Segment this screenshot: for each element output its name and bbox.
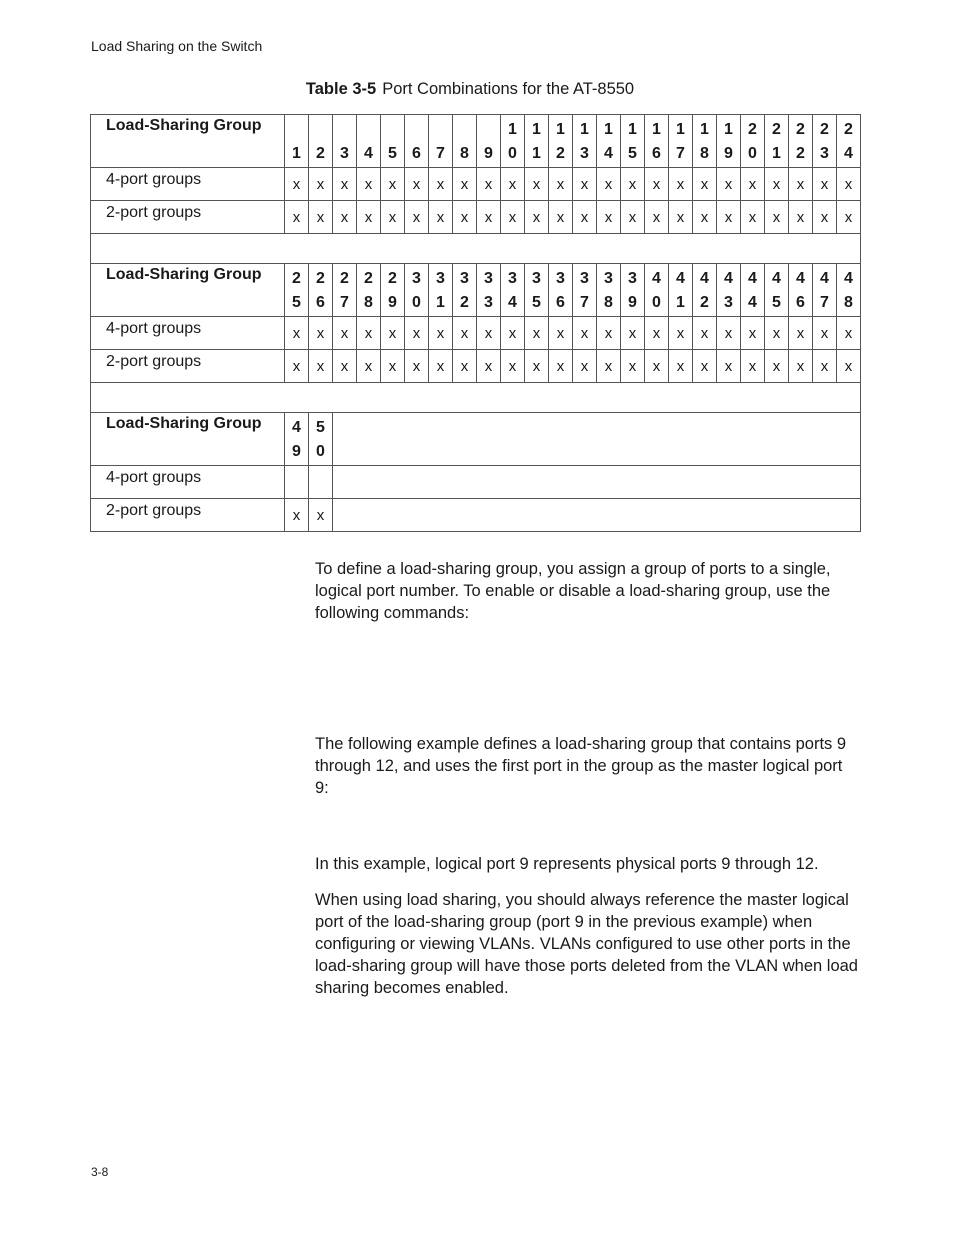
mark-cell: x — [429, 317, 453, 350]
port-digit: 2 — [820, 121, 829, 138]
port-header-cell — [549, 264, 573, 317]
port-digit: 4 — [796, 270, 805, 287]
port-digit: 4 — [604, 145, 613, 162]
port-header-cell — [693, 115, 717, 168]
port-digit: 1 — [676, 294, 685, 311]
port-header-cell — [789, 264, 813, 317]
port-header-cell — [477, 115, 501, 168]
port-digit: 1 — [556, 121, 565, 138]
port-digit: 3 — [484, 294, 493, 311]
port-digit: 4 — [844, 270, 853, 287]
port-digit: 1 — [532, 121, 541, 138]
mark-cell: x — [789, 317, 813, 350]
port-header-cell — [477, 264, 501, 317]
port-digit: 2 — [388, 270, 397, 287]
port-header-cell — [309, 413, 333, 466]
table-row — [91, 350, 861, 383]
empty-filler-cell — [333, 499, 861, 532]
spacer-cell — [91, 234, 861, 264]
mark-cell: x — [357, 201, 381, 234]
port-digit: 2 — [748, 121, 757, 138]
mark-cell: x — [621, 201, 645, 234]
body-paragraph-4: When using load sharing, you should always reference the master logical port of the load-sharing group (port 9 in the previous example) when configuring or viewing VLANs. VLANs configured to use other ports in the load-sharing group will have those ports deleted from the VLAN when load sharing becomes enabled. — [315, 891, 858, 997]
mark-cell: x — [549, 317, 573, 350]
port-digit: 1 — [700, 121, 709, 138]
port-header-cell — [429, 264, 453, 317]
port-header-cell — [357, 264, 381, 317]
port-digit: 9 — [484, 145, 493, 162]
mark-cell: x — [357, 317, 381, 350]
port-header-cell — [525, 115, 549, 168]
mark-cell: x — [669, 168, 693, 201]
mark-cell: x — [309, 317, 333, 350]
mark-cell: x — [381, 201, 405, 234]
mark-cell: x — [333, 317, 357, 350]
mark-cell: x — [717, 350, 741, 383]
port-digit: 5 — [772, 294, 781, 311]
mark-cell: x — [525, 317, 549, 350]
mark-cell: x — [813, 201, 837, 234]
port-digit: 4 — [844, 145, 853, 162]
port-header-cell — [573, 115, 597, 168]
port-header-cell — [813, 264, 837, 317]
port-digit: 2 — [700, 294, 709, 311]
port-digit: 4 — [364, 145, 373, 162]
mark-cell: x — [573, 168, 597, 201]
port-digit: 8 — [604, 294, 613, 311]
mark-cell: x — [741, 168, 765, 201]
mark-cell: x — [453, 201, 477, 234]
port-digit: 4 — [676, 270, 685, 287]
mark-cell: x — [693, 168, 717, 201]
mark-cell: x — [333, 201, 357, 234]
port-digit: 2 — [292, 270, 301, 287]
mark-cell — [285, 466, 309, 499]
port-digit: 3 — [820, 145, 829, 162]
port-digit: 8 — [844, 294, 853, 311]
mark-cell: x — [669, 350, 693, 383]
mark-cell: x — [789, 350, 813, 383]
mark-cell: x — [309, 168, 333, 201]
port-header-cell — [309, 115, 333, 168]
mark-cell: x — [717, 168, 741, 201]
group-label-cell: Load-Sharing Group — [91, 264, 285, 317]
port-digit: 1 — [628, 121, 637, 138]
port-digit: 2 — [772, 121, 781, 138]
table-caption — [0, 80, 940, 99]
mark-cell: x — [405, 201, 429, 234]
port-digit: 4 — [724, 270, 733, 287]
port-digit: 3 — [508, 270, 517, 287]
table-caption-label: Table 3-5 — [305, 80, 377, 98]
port-header-cell — [789, 115, 813, 168]
port-header-cell — [813, 115, 837, 168]
port-digit: 1 — [772, 145, 781, 162]
port-header-cell — [765, 115, 789, 168]
row-label-cell: 4-port groups — [91, 317, 285, 350]
mark-cell: x — [573, 350, 597, 383]
empty-filler-cell — [333, 413, 861, 466]
mark-cell: x — [669, 201, 693, 234]
port-digit: 2 — [340, 270, 349, 287]
mark-cell: x — [765, 168, 789, 201]
mark-cell: x — [525, 350, 549, 383]
port-digit: 5 — [316, 419, 325, 436]
mark-cell: x — [309, 201, 333, 234]
row-label-cell: 4-port groups — [91, 466, 285, 499]
port-digit: 2 — [796, 145, 805, 162]
mark-cell: x — [717, 317, 741, 350]
port-digit: 2 — [364, 270, 373, 287]
port-header-cell — [501, 264, 525, 317]
port-header-cell — [621, 264, 645, 317]
mark-cell: x — [477, 168, 501, 201]
port-header-cell — [741, 115, 765, 168]
mark-cell: x — [597, 201, 621, 234]
mark-cell: x — [429, 201, 453, 234]
mark-cell: x — [693, 350, 717, 383]
mark-cell: x — [717, 201, 741, 234]
port-digit: 3 — [340, 145, 349, 162]
mark-cell: x — [285, 168, 309, 201]
mark-cell: x — [501, 168, 525, 201]
mark-cell: x — [741, 317, 765, 350]
mark-cell: x — [285, 499, 309, 532]
port-header-cell — [549, 115, 573, 168]
port-digit: 4 — [748, 270, 757, 287]
table-row — [91, 466, 861, 499]
body-paragraph-3: In this example, logical port 9 represents physical ports 9 through 12. — [315, 855, 819, 873]
mark-cell: x — [837, 201, 861, 234]
port-digit: 1 — [676, 121, 685, 138]
port-digit: 2 — [844, 121, 853, 138]
mark-cell: x — [333, 168, 357, 201]
mark-cell: x — [645, 168, 669, 201]
port-header-cell — [357, 115, 381, 168]
mark-cell: x — [765, 317, 789, 350]
mark-cell: x — [789, 201, 813, 234]
port-header-cell — [765, 264, 789, 317]
port-header-cell — [285, 413, 309, 466]
mark-cell: x — [477, 350, 501, 383]
port-digit: 7 — [580, 294, 589, 311]
port-digit: 4 — [508, 294, 517, 311]
mark-cell: x — [501, 317, 525, 350]
port-digit: 2 — [556, 145, 565, 162]
port-header-cell — [597, 264, 621, 317]
port-digit: 0 — [316, 443, 325, 460]
port-digit: 6 — [796, 294, 805, 311]
mark-cell: x — [525, 201, 549, 234]
port-digit: 4 — [700, 270, 709, 287]
port-header-cell — [597, 115, 621, 168]
port-header-cell — [405, 115, 429, 168]
section-spacer-row — [91, 234, 861, 264]
port-digit: 2 — [316, 145, 325, 162]
port-digit: 4 — [652, 270, 661, 287]
port-header-cell — [621, 115, 645, 168]
body-paragraph-1: To define a load-sharing group, you assign a group of ports to a single, logical port number. To enable or disable a load-sharing group, use the following commands: — [315, 560, 831, 622]
port-digit: 0 — [748, 145, 757, 162]
mark-cell: x — [597, 168, 621, 201]
group-label-cell: Load-Sharing Group — [91, 413, 285, 466]
port-header-cell — [645, 264, 669, 317]
port-header-cell — [285, 115, 309, 168]
mark-cell: x — [741, 350, 765, 383]
mark-cell: x — [381, 350, 405, 383]
mark-cell: x — [645, 317, 669, 350]
port-digit: 6 — [316, 294, 325, 311]
port-digit: 7 — [340, 294, 349, 311]
mark-cell: x — [381, 317, 405, 350]
mark-cell: x — [645, 350, 669, 383]
mark-cell: x — [597, 317, 621, 350]
group-label-cell: Load-Sharing Group — [91, 115, 285, 168]
mark-cell: x — [309, 350, 333, 383]
mark-cell: x — [621, 168, 645, 201]
port-header-cell — [741, 264, 765, 317]
port-digit: 3 — [484, 270, 493, 287]
empty-filler-cell — [333, 466, 861, 499]
mark-cell: x — [429, 350, 453, 383]
table-row — [91, 317, 861, 350]
port-digit: 1 — [292, 145, 301, 162]
table-row — [91, 201, 861, 234]
port-digit: 7 — [436, 145, 445, 162]
port-digit: 3 — [628, 270, 637, 287]
port-digit: 6 — [412, 145, 421, 162]
port-digit: 2 — [796, 121, 805, 138]
page-number: 3-8 — [91, 1165, 109, 1179]
table-row — [91, 168, 861, 201]
port-digit: 4 — [748, 294, 757, 311]
port-digit: 1 — [436, 294, 445, 311]
mark-cell: x — [453, 350, 477, 383]
port-digit: 3 — [412, 270, 421, 287]
mark-cell: x — [405, 168, 429, 201]
port-digit: 3 — [556, 270, 565, 287]
port-digit: 3 — [532, 270, 541, 287]
port-header-cell — [285, 264, 309, 317]
port-header-cell — [837, 264, 861, 317]
mark-cell: x — [837, 168, 861, 201]
port-header-cell — [453, 264, 477, 317]
port-digit: 4 — [772, 270, 781, 287]
port-digit: 9 — [628, 294, 637, 311]
port-digit: 3 — [460, 270, 469, 287]
port-header-cell — [405, 264, 429, 317]
port-header-cell — [501, 115, 525, 168]
mark-cell: x — [453, 317, 477, 350]
port-digit: 5 — [628, 145, 637, 162]
port-header-cell — [381, 264, 405, 317]
port-digit: 3 — [436, 270, 445, 287]
mark-cell: x — [477, 201, 501, 234]
port-digit: 3 — [580, 145, 589, 162]
port-header-cell — [381, 115, 405, 168]
port-digit: 8 — [700, 145, 709, 162]
row-label-cell: 2-port groups — [91, 201, 285, 234]
mark-cell: x — [429, 168, 453, 201]
mark-cell: x — [573, 317, 597, 350]
mark-cell: x — [405, 317, 429, 350]
port-digit: 3 — [604, 270, 613, 287]
port-digit: 0 — [652, 294, 661, 311]
mark-cell: x — [765, 350, 789, 383]
mark-cell: x — [741, 201, 765, 234]
port-digit: 1 — [652, 121, 661, 138]
table-header-row — [91, 115, 861, 168]
port-digit: 0 — [508, 145, 517, 162]
port-digit: 8 — [364, 294, 373, 311]
port-digit: 3 — [724, 294, 733, 311]
mark-cell: x — [837, 317, 861, 350]
mark-cell: x — [333, 350, 357, 383]
mark-cell: x — [813, 350, 837, 383]
mark-cell: x — [357, 168, 381, 201]
table-header-row — [91, 264, 861, 317]
port-header-cell — [309, 264, 333, 317]
port-digit: 4 — [820, 270, 829, 287]
port-digit: 1 — [508, 121, 517, 138]
mark-cell: x — [525, 168, 549, 201]
port-header-cell — [669, 264, 693, 317]
port-digit: 7 — [820, 294, 829, 311]
mark-cell: x — [405, 350, 429, 383]
port-digit: 8 — [460, 145, 469, 162]
mark-cell: x — [285, 201, 309, 234]
port-digit: 5 — [532, 294, 541, 311]
port-header-cell — [453, 115, 477, 168]
port-digit: 9 — [724, 145, 733, 162]
mark-cell: x — [501, 350, 525, 383]
mark-cell: x — [813, 168, 837, 201]
mark-cell: x — [837, 350, 861, 383]
row-label-cell: 2-port groups — [91, 499, 285, 532]
mark-cell: x — [477, 317, 501, 350]
table-caption-title: Port Combinations for the AT-8550 — [382, 80, 635, 98]
port-digit: 3 — [580, 270, 589, 287]
port-header-cell — [645, 115, 669, 168]
port-header-cell — [333, 264, 357, 317]
row-label-cell: 4-port groups — [91, 168, 285, 201]
port-header-cell — [573, 264, 597, 317]
mark-cell: x — [621, 317, 645, 350]
port-header-cell — [333, 115, 357, 168]
port-digit: 1 — [724, 121, 733, 138]
port-digit: 5 — [292, 294, 301, 311]
port-digit: 2 — [460, 294, 469, 311]
port-digit: 1 — [580, 121, 589, 138]
port-header-cell — [717, 115, 741, 168]
mark-cell: x — [813, 317, 837, 350]
mark-cell: x — [693, 201, 717, 234]
port-header-cell — [693, 264, 717, 317]
port-header-cell — [837, 115, 861, 168]
port-digit: 1 — [604, 121, 613, 138]
table-row — [91, 499, 861, 532]
port-digit: 0 — [412, 294, 421, 311]
mark-cell: x — [621, 350, 645, 383]
mark-cell: x — [765, 201, 789, 234]
mark-cell: x — [669, 317, 693, 350]
port-digit: 6 — [556, 294, 565, 311]
mark-cell: x — [597, 350, 621, 383]
port-digit: 9 — [388, 294, 397, 311]
mark-cell: x — [501, 201, 525, 234]
mark-cell: x — [285, 350, 309, 383]
table-header-row — [91, 413, 861, 466]
port-digit: 9 — [292, 443, 301, 460]
mark-cell: x — [549, 350, 573, 383]
port-digit: 7 — [676, 145, 685, 162]
mark-cell: x — [549, 201, 573, 234]
body-paragraph-2: The following example defines a load-sharing group that contains ports 9 through 12, and uses the first port in the group as the master logical port 9: — [315, 735, 847, 797]
mark-cell: x — [693, 317, 717, 350]
port-header-cell — [525, 264, 549, 317]
port-digit: 2 — [316, 270, 325, 287]
port-combinations-table — [90, 114, 861, 532]
mark-cell — [309, 466, 333, 499]
spacer-cell — [91, 383, 861, 413]
section-spacer-row — [91, 383, 861, 413]
port-digit: 4 — [292, 419, 301, 436]
running-header: Load Sharing on the Switch — [91, 38, 263, 54]
row-label-cell: 2-port groups — [91, 350, 285, 383]
port-digit: 1 — [532, 145, 541, 162]
mark-cell: x — [285, 317, 309, 350]
mark-cell: x — [453, 168, 477, 201]
mark-cell: x — [573, 201, 597, 234]
mark-cell: x — [549, 168, 573, 201]
port-digit: 6 — [652, 145, 661, 162]
mark-cell: x — [357, 350, 381, 383]
port-digit: 5 — [388, 145, 397, 162]
port-header-cell — [717, 264, 741, 317]
mark-cell: x — [309, 499, 333, 532]
mark-cell: x — [789, 168, 813, 201]
mark-cell: x — [381, 168, 405, 201]
mark-cell: x — [645, 201, 669, 234]
port-header-cell — [429, 115, 453, 168]
port-header-cell — [669, 115, 693, 168]
